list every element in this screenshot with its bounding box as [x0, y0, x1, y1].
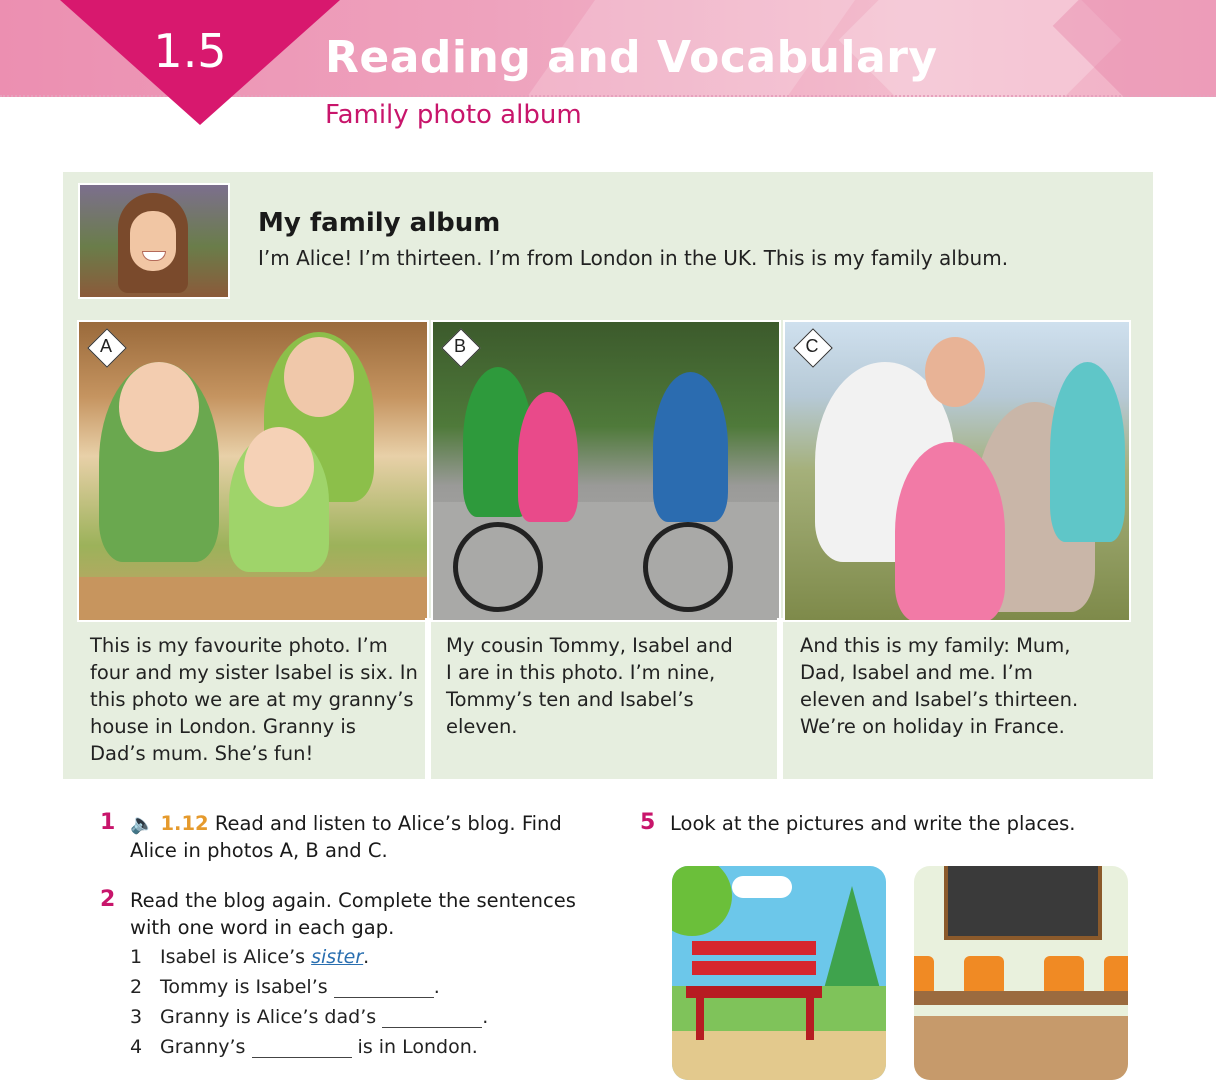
caption-divider — [425, 618, 431, 779]
photo-label-c: C — [805, 336, 819, 356]
audio-speaker-icon[interactable]: 🔈 — [130, 812, 155, 835]
photo-label-b: B — [453, 336, 466, 356]
example-answer: sister — [311, 946, 364, 968]
girl-figure — [1050, 362, 1125, 542]
exercise-5-text: Look at the pictures and write the places. — [670, 812, 1076, 835]
photo-label-a: A — [99, 336, 112, 356]
audio-track-number[interactable]: 1.12 — [160, 812, 209, 835]
answer-gap[interactable] — [334, 979, 434, 998]
photo-b-caption: My cousin Tommy, Isabel and I are in this photo. I’m nine, Tommy’s ten and Isabel’s eleven. — [446, 634, 733, 738]
sentence-item: 4 Granny’s is in London. — [130, 1036, 478, 1058]
girl-figure — [653, 372, 728, 522]
photo-b — [431, 320, 781, 622]
page-subtitle: Family photo album — [325, 100, 582, 130]
girl-figure — [518, 392, 578, 522]
album-heading: My family album — [258, 208, 501, 238]
exercise-2-number: 2 — [100, 887, 116, 912]
unit-number: 1.5 — [153, 24, 227, 78]
page-title: Reading and Vocabulary — [325, 32, 938, 83]
answer-gap[interactable] — [382, 1009, 482, 1028]
photo-a-caption: This is my favourite photo. I’m four and my sister Isabel is six. In this photo we are at my granny’s house in London. Granny is Dad’s mum. She’s fun! — [90, 634, 418, 765]
kitchen-counter — [79, 577, 427, 620]
sentence-item: 1 Isabel is Alice’s sister. — [130, 946, 370, 968]
photo-c — [783, 320, 1131, 622]
caption-divider — [777, 618, 783, 779]
exercise-5-number: 5 — [640, 810, 656, 835]
answer-gap[interactable] — [252, 1039, 352, 1058]
exercise-1-number: 1 — [100, 810, 116, 835]
photo-c-caption: And this is my family: Mum, Dad, Isabel and me. I’m eleven and Isabel’s thirteen. We’re on holiday in France. — [800, 634, 1079, 738]
exercise-1-text: 🔈 1.12 Read and listen to Alice’s blog. Find Alice in photos A, B and C. — [130, 812, 562, 862]
bicycle-wheel — [453, 522, 543, 612]
park-picture — [672, 866, 886, 1080]
photo-a — [77, 320, 429, 622]
alice-portrait-image — [78, 183, 230, 299]
album-intro: I’m Alice! I’m thirteen. I’m from London in the UK. This is my family album. — [258, 246, 1009, 270]
girl-figure — [895, 442, 1005, 622]
sentence-item: 3 Granny is Alice’s dad’s . — [130, 1006, 489, 1028]
exercise-2-text: Read the blog again. Complete the sentences with one word in each gap. — [130, 889, 576, 939]
bicycle-wheel — [643, 522, 733, 612]
classroom-picture — [914, 866, 1128, 1080]
sentence-item: 2 Tommy is Isabel’s . — [130, 976, 440, 998]
